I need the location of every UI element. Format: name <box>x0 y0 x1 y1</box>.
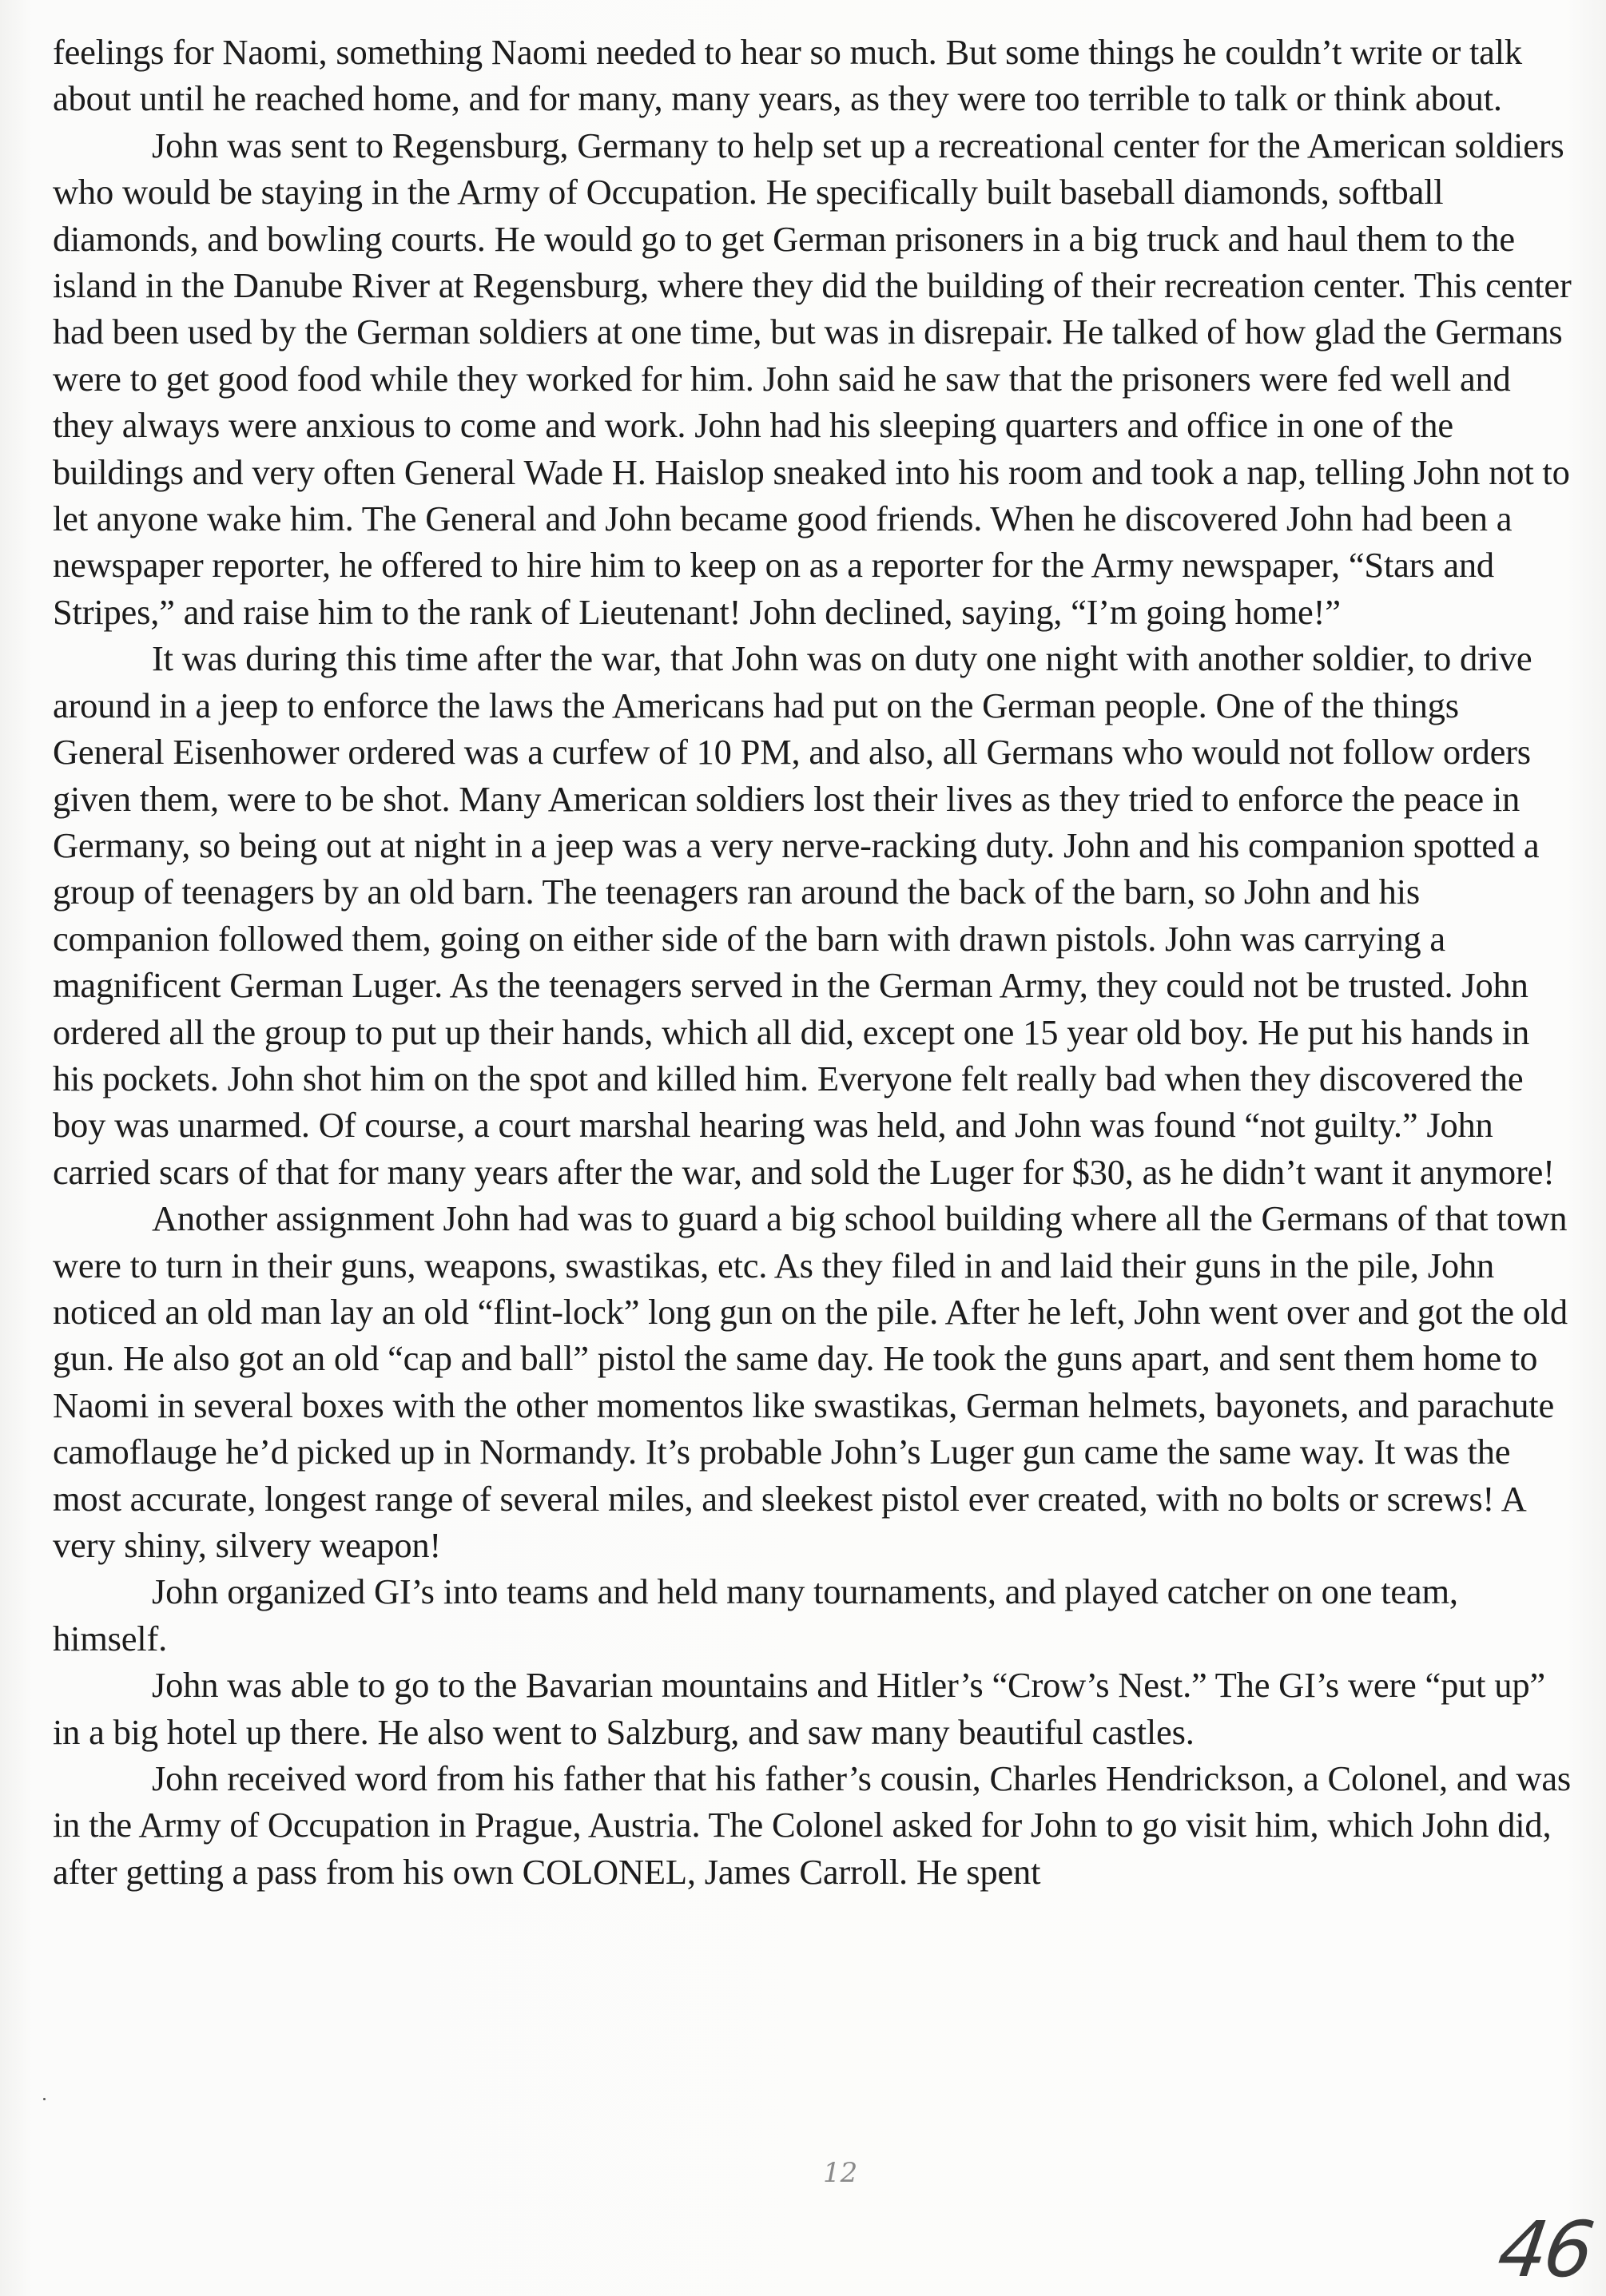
paragraph-tournaments: John organized GI’s into teams and held many tournaments, and played catcher on one team, himself. <box>53 1571 1458 1658</box>
body-text <box>53 29 1577 1895</box>
folio-number: 12 <box>823 2157 858 2189</box>
scan-speck <box>43 2098 46 2100</box>
paragraph-jeep-patrol: It was during this time after the war, that John was on duty one night with another soldier, to drive around in a jeep to enforce the laws the Americans had put on the German people. One of the things General Eisenhower ordered was a curfew of 10 PM, and also, all Germans who would not follow orders given them, were to be shot. Many American soldiers lost their lives as they tried to enforce the peace in Germany, so being out at night in a jeep was a very nerve-racking duty. John and his companion spotted a group of teenagers by an old barn. The teenagers ran around the back of the barn, so John and his companion followed them, going on either side of the barn with drawn pistols. John was carrying a magnificent German Luger. As the teenagers served in the German Army, they could not be trusted. John ordered all the group to put up their hands, which all did, except one 15 year old boy. He put his hands in his pockets. John shot him on the spot and killed him. Everyone felt really bad when they discovered the boy was unarmed. Of course, a court marshal hearing was held, and John was found “not guilty.” John carried scars of that for many years after the war, and sold the Luger for $30, as he didn’t want it anymore! <box>53 638 1555 1192</box>
paragraph-regensburg: John was sent to Regensburg, Germany to help set up a recreational center for the American soldiers who would be staying in the Army of Occupation. He specifically built baseball diamonds, softball diamonds, and bowling courts. He would go to get German prisoners in a big truck and haul them to the island in the Danube River at Regensburg, where they did the building of their recreation center. This center had been used by the German soldiers at one time, but was in disrepair. He talked of how glad the Germans were to get good food while they worked for him. John said he saw that the prisoners were fed well and they always were anxious to come and work. John had his sleeping quarters and office in one of the buildings and very often General Wade H. Haislop sneaked into his room and took a nap, telling John not to let anyone wake him. The General and John became good friends. When he discovered John had been a newspaper reporter, he offered to hire him to keep on as a reporter for the Army newspaper, “Stars and Stripes,” and raise him to the rank of Lieutenant! John declined, saying, “I’m going home!” <box>53 125 1572 632</box>
handwritten-page-number: 46 <box>1493 2205 1597 2294</box>
paragraph-continuation: feelings for Naomi, something Naomi needed to hear so much. But some things he couldn’t write or talk about until he reached home, and for many, many years, as they were too terrible to talk or think about. <box>53 32 1522 119</box>
paragraph-colonel-visit: John received word from his father that his father’s cousin, Charles Hendrickson, a Colonel, and was in the Army of Occupation in Prague, Austria. The Colonel asked for John to go visit him, which John did, after getting a pass from his own COLONEL, James Carroll. He spent <box>53 1758 1572 1892</box>
paragraph-bavaria: John was able to go to the Bavarian mountains and Hitler’s “Crow’s Nest.” The GI’s were “put up” in a big hotel up there. He also went to Salzburg, and saw many beautiful castles. <box>53 1665 1545 1752</box>
paragraph-gun-collection: Another assignment John had was to guard a big school building where all the Germans of that town were to turn in their guns, weapons, swastikas, etc. As they filed in and laid their guns in the pile, John noticed an old man lay an old “flint-lock” long gun on the pile. After he left, John went over and got the old gun. He also got an old “cap and ball” pistol the same day. He took the guns apart, and sent them home to Naomi in several boxes with the other momentos like swastikas, German helmets, bayonets, and parachute camoflauge he’d picked up in Normandy. It’s probable John’s Luger gun came the same way. It was the most accurate, longest range of several miles, and sleekest pistol ever created, with no bolts or screws! A very shiny, silvery weapon! <box>53 1198 1568 1565</box>
